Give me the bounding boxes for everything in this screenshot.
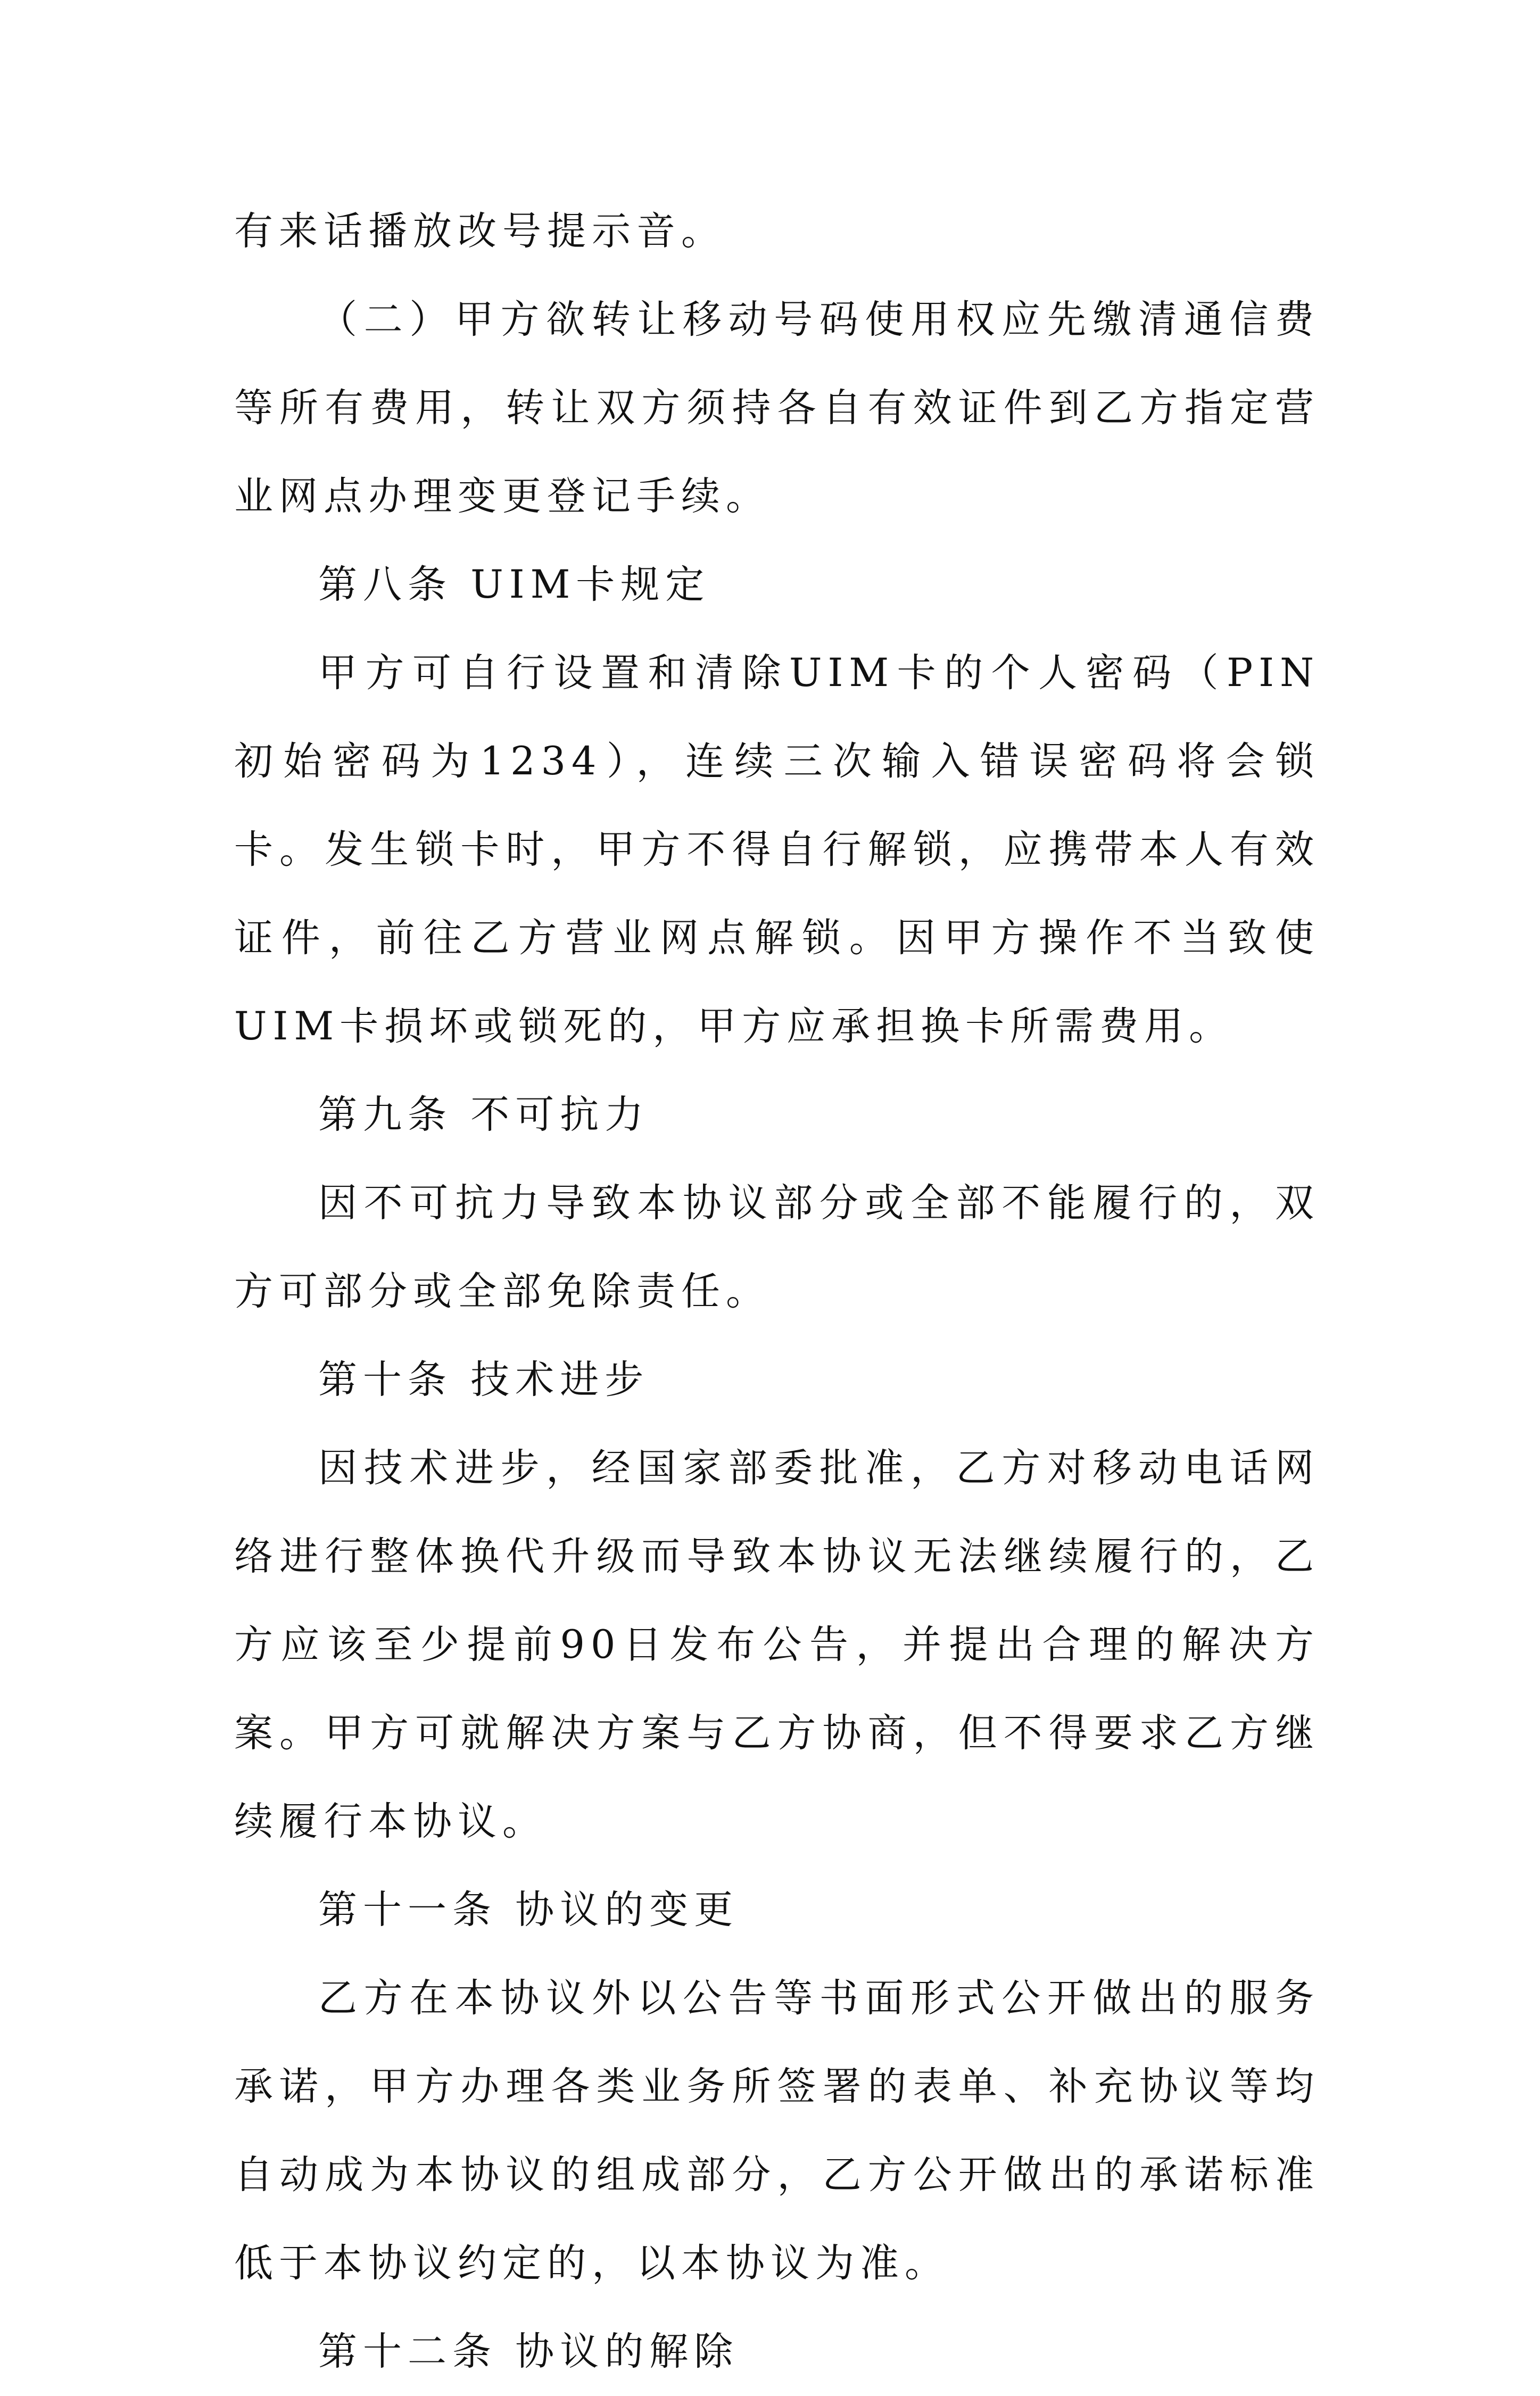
paragraph-agreement-change: 乙方在本协议外以公告等书面形式公开做出的服务承诺，甲方办理各类业务所签署的表单、补充协议等均自动成为本协议的组成部分，乙方公开做出的承诺标准低于本协议约定的，以本协议为准。 <box>234 1976 1320 2286</box>
article-9-heading: 第九条 不可抗力 <box>318 1092 650 1137</box>
article-11-heading: 第十一条 协议的变更 <box>318 1887 739 1932</box>
paragraph-force-majeure: 因不可抗力导致本协议部分或全部不能履行的，双方可部分或全部免除责任。 <box>234 1180 1320 1314</box>
paragraph-transfer-number: （二）甲方欲转让移动号码使用权应先缴清通信费等所有费用，转让双方须持各自有效证件到乙方指定营业网点办理变更登记手续。 <box>234 297 1320 519</box>
paragraph-uim-card: 甲方可自行设置和清除UIM卡的个人密码（PIN初始密码为1234），连续三次输入错误密码将会锁卡。发生锁卡时，甲方不得自行解锁，应携带本人有效证件，前往乙方营业网点解锁。因甲方操作不当致使UIM卡损坏或锁死的，甲方应承担换卡所需费用。 <box>234 650 1320 1049</box>
paragraph-continuation: 有来话播放改号提示音。 <box>234 209 726 254</box>
article-10-heading: 第十条 技术进步 <box>318 1357 650 1402</box>
article-12-heading: 第十二条 协议的解除 <box>318 2329 739 2374</box>
article-8-heading: 第八条 UIM卡规定 <box>318 562 710 607</box>
document-body <box>234 187 1320 2396</box>
paragraph-technical-progress: 因技术进步，经国家部委批准，乙方对移动电话网络进行整体换代升级而导致本协议无法继续履行的，乙方应该至少提前90日发布公告，并提出合理的解决方案。甲方可就解决方案与乙方协商，但不得要求乙方继续履行本协议。 <box>234 1445 1320 1844</box>
